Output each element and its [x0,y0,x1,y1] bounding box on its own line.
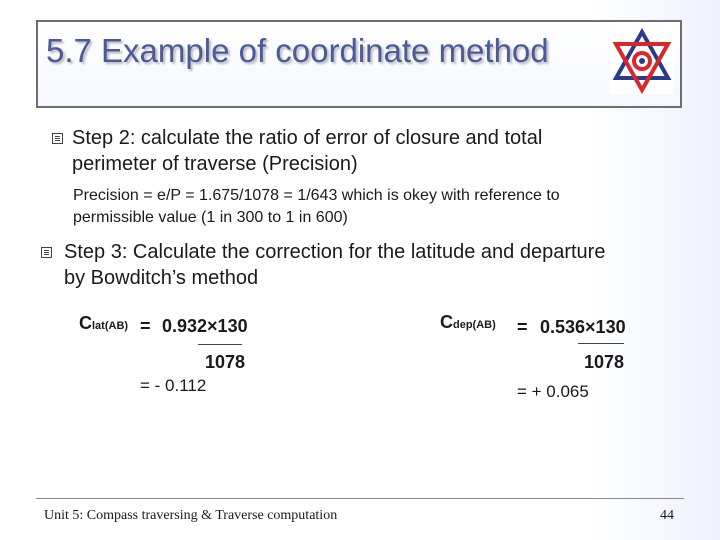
step-2-line-2: perimeter of traverse (Precision) [72,153,358,175]
precision-text [73,185,560,229]
dep-equals: = [517,317,528,337]
precision-line-1: Precision = e/P = 1.675/1078 = 1/643 which is okey with reference to [73,187,560,204]
dep-correction-label [440,312,496,333]
dep-subscript: dep(AB) [453,319,496,331]
lat-correction-label [79,313,128,334]
dep-denominator: 1078 [584,352,625,372]
dep-fraction-bar [578,343,624,344]
dep-numerator: 0.536×130 [540,317,626,337]
lat-symbol: C [79,313,92,333]
step-3-line-1: Step 3: Calculate the correction for the latitude and departure [64,241,606,263]
step-3-line-2: by Bowditch’s method [64,267,259,289]
lat-subscript: lat(AB) [92,320,129,332]
step-2-text [72,125,542,177]
bullet-icon [52,133,63,144]
bullet-icon [41,247,52,258]
lat-denominator: 1078 [205,352,246,372]
dep-symbol: C [440,312,453,332]
footer-divider [36,498,684,499]
page-number: 44 [660,508,674,523]
lat-equals: = [140,316,151,336]
step-2-line-1: Step 2: calculate the ratio of error of closure and total [72,127,543,149]
title-box [36,20,682,108]
footer-unit-title: Unit 5: Compass traversing & Traverse computation [44,508,338,523]
precision-line-2: permissible value (1 in 300 to 1 in 600) [73,209,348,226]
slide-title: 5.7 Example of coordinate method [46,32,549,69]
dep-result: = + 0.065 [517,382,589,401]
lat-fraction-bar [198,344,242,345]
university-emblem-icon [610,28,674,94]
lat-numerator: 0.932×130 [162,316,248,336]
lat-result: = - 0.112 [140,376,207,395]
step-3-text [64,239,605,291]
